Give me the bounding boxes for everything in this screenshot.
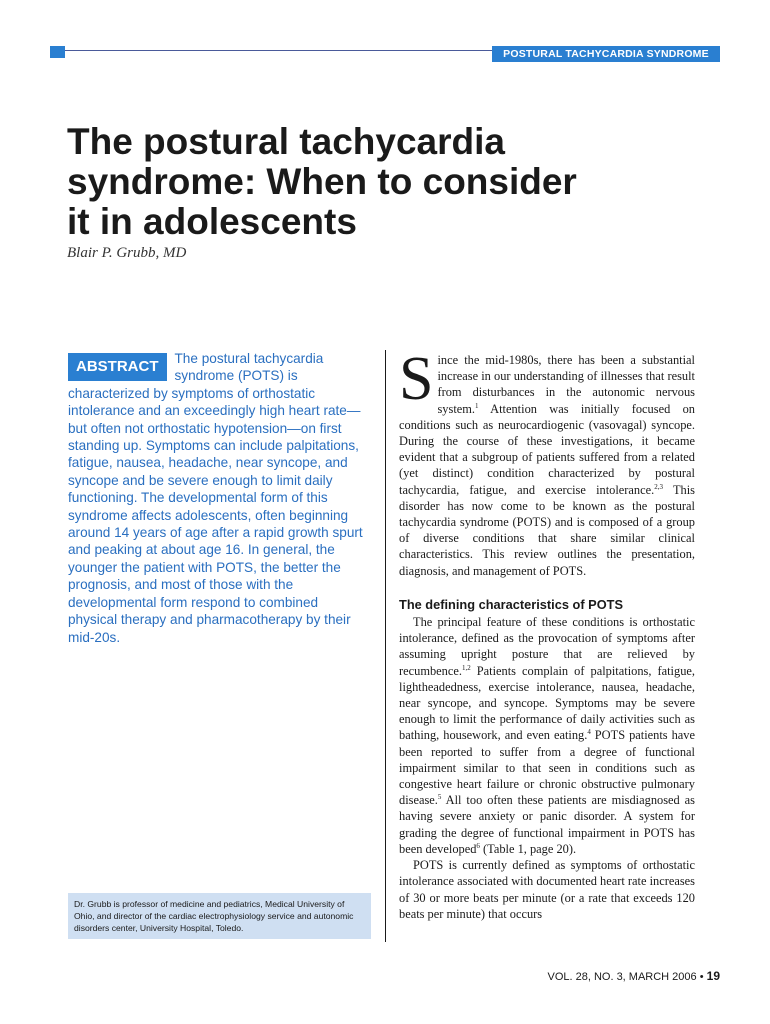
section-tag: POSTURAL TACHYCARDIA SYNDROME: [492, 46, 720, 62]
page-footer: [547, 969, 720, 983]
body-text: (Table 1, page 20).: [479, 841, 577, 856]
body-paragraph: POTS is currently defined as symptoms of orthostatic intolerance associated with documented heart rate increases of 30 or more beats per minute (or a rate that exceeds 120 beats per minute) that occurs: [399, 858, 695, 921]
drop-cap: S: [399, 345, 434, 413]
abstract-block: [68, 350, 368, 646]
reference-mark: 5: [437, 793, 442, 802]
body-text: This disorder has now come to be known as the postural tachycardia syndrome (POTS) and is composed of a group of diverse conditions that share similar clinical characteristics. This review outlines the presentation, diagnosis, and management of POTS.: [399, 482, 695, 578]
body-text: Attention was initially focused on conditions such as neurocardiogenic (vasovagal) syncope. During the course of these investigations, it became evident that a subgroup of patients suffered from a related (yet distinct) condition characterized by postural tachycardia, fatigue, and exercise intolerance.: [399, 401, 695, 497]
reference-mark: 2,3: [654, 482, 663, 491]
page-number: 19: [706, 969, 720, 983]
author-affiliation: Dr. Grubb is professor of medicine and pediatrics, Medical University of Ohio, and director of the cardiac electrophysiology service and autonomic disorders center, University Hospital, Toledo.: [68, 893, 371, 939]
article-title: [67, 122, 687, 242]
title-line: it in adolescents: [67, 201, 357, 242]
intro-paragraph: [399, 345, 695, 579]
title-line: The postural tachycardia: [67, 121, 505, 162]
body-text: All too often these patients are misdiagnosed as having severe anxiety or panic disorder. A system for grading the degree of functional impairment in POTS has been developed: [399, 793, 695, 856]
reference-mark: 1,2: [461, 663, 471, 672]
body-text: The principal feature of these conditions is orthostatic intolerance, defined as the provocation of symptoms after assuming upright posture that are relieved by recumbence.: [399, 615, 695, 678]
abstract-label: ABSTRACT: [68, 353, 167, 381]
reference-mark: 6: [476, 841, 480, 850]
body-text: Patients complain of palpitations, fatigue, lightheadedness, exercise intolerance, nausea, headache, near syncope, and syncope. Symptoms may be severe enough to limit the performance of daily activities such as bathing, housework, and even eating.: [399, 663, 695, 743]
reference-mark: 4: [587, 728, 591, 737]
abstract-text: The postural tachycardia syndrome (POTS) is characterized by symptoms of orthostatic intolerance and an exceedingly high heart rate—but often not orthostatic hypotension—on first standing up. Symptoms can include palpitations, fatigue, nausea, headache, near syncope, and syncope and be severe enough to limit daily functioning. The developmental form of this syndrome affects adolescents, often beginning around 14 years of age after a rapid growth spurt and peaking at about age 16. In general, the younger the patient with POTS, the better the prognosis, and most of those with the developmental form respond to combined physical therapy and pharmacotherapy by their mid-20s.: [68, 351, 363, 645]
reference-mark: 1: [475, 401, 479, 410]
section-heading: The defining characteristics of POTS: [399, 596, 623, 612]
title-line: syndrome: When to consider: [67, 161, 577, 202]
body-text: POTS patients have been reported to suffer from a degree of functional impairment similar to that seen in conditions such as congestive heart failure or chronic obstructive pulmonary disease.: [399, 728, 695, 808]
body-paragraph: [399, 614, 695, 857]
body-text: ince the mid-1980s, there has been a substantial increase in our understanding of illnesses that result from disturbances in the autonomic nervous system.: [437, 353, 695, 416]
header-accent-square: [50, 46, 65, 58]
author-byline: Blair P. Grubb, MD: [67, 245, 187, 261]
footer-bullet: •: [699, 971, 704, 983]
body-column: [399, 345, 695, 922]
column-divider: [385, 350, 386, 942]
issue-info: VOL. 28, NO. 3, MARCH 2006: [547, 971, 697, 983]
